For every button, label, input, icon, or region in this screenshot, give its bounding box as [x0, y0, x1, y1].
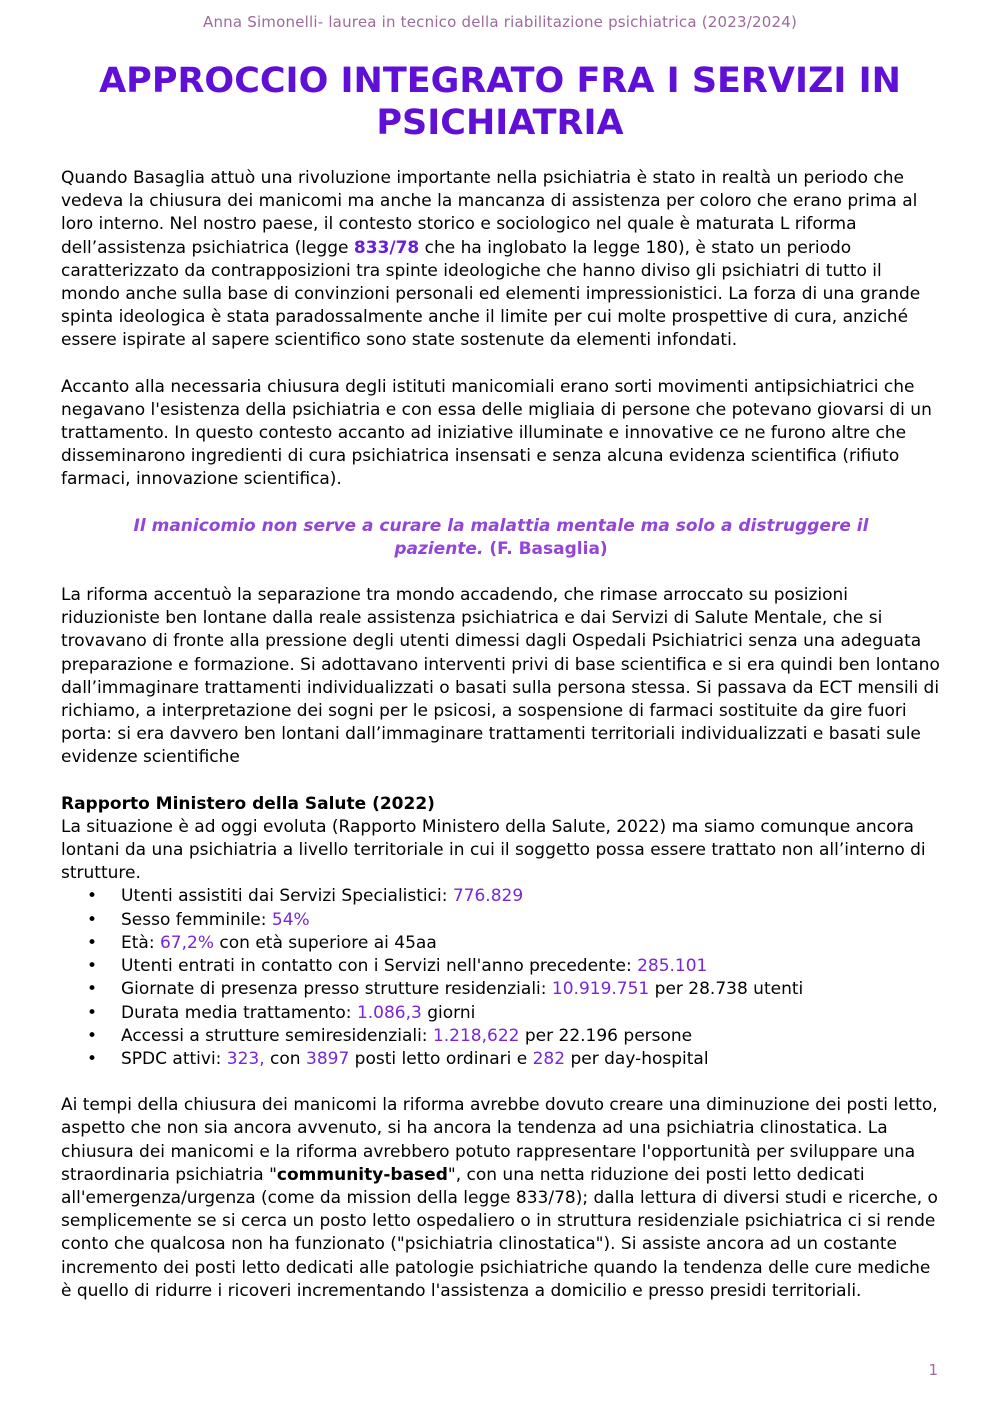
paragraph-community-text-a: Ai tempi della chiusura dei manicomi la riforma avrebbe dovuto creare una diminuzione dei posti letto, aspetto che non sia ancora avvenuto, si ha ancora la tendenza ad una psichiatria clinostatica. La chiusura dei manicomi e la riforma avrebbero potuto rappresentare l'opportunità per sviluppare una straordinaria psichiatria "	[61, 1095, 938, 1185]
document-title: APPROCCIO INTEGRATO FRA I SERVIZI IN PSICHIATRIA	[99, 61, 901, 143]
list-item	[61, 978, 941, 1001]
community-based-term: community-based	[276, 1164, 448, 1185]
bullet-icon: •	[87, 1025, 98, 1046]
stat-suffix: per day-hospital	[565, 1048, 709, 1069]
stat-value: 323,	[226, 1048, 265, 1069]
bullet-icon: •	[87, 909, 98, 930]
list-item	[61, 1025, 941, 1048]
bullet-icon: •	[87, 932, 98, 953]
quote-text: Il manicomio non serve a curare la malattia mentale ma solo a distruggere il paziente.	[133, 515, 869, 559]
stat-value: 54%	[271, 909, 310, 930]
bullet-icon: •	[87, 886, 98, 907]
stat-label: Giornate di presenza presso strutture residenziali:	[121, 979, 552, 1000]
list-item	[61, 1048, 941, 1071]
stat-suffix: per 28.738 utenti	[649, 979, 804, 1000]
stat-suffix: giorni	[421, 1002, 476, 1023]
page-header: Anna Simonelli- laurea in tecnico della riabilitazione psichiatrica (2023/2024)	[202, 13, 798, 31]
stat-label: SPDC attivi:	[121, 1048, 227, 1069]
stat-text: posti letto ordinari e	[349, 1048, 533, 1069]
stat-label: Durata media trattamento:	[121, 1002, 357, 1023]
quote-author: (F. Basaglia)	[483, 538, 608, 559]
stat-value: 1.218,622	[432, 1025, 520, 1046]
stat-label: Accessi a strutture semiresidenziali:	[121, 1025, 433, 1046]
page-number: 1	[928, 1361, 938, 1379]
paragraph-antipsychiatry: Accanto alla necessaria chiusura degli istituti manicomiali erano sorti movimenti antipsichiatrici che negavano l'esistenza della psichiatria e con essa delle migliaia di persone che potevano giovarsi di un trattamento. In questo contesto accanto ad iniziative illuminate e innovative ce ne furono altre che disseminarono ingredienti di cura psichiatrica insensati e senza alcuna evidenza scientifica (rifiuto farmaci, innovazione scientifica).	[61, 376, 932, 490]
section-title-report: Rapporto Ministero della Salute (2022)	[61, 793, 435, 814]
stat-value: 282	[532, 1048, 566, 1069]
stat-value: 3897	[306, 1048, 350, 1069]
basaglia-quote	[61, 515, 941, 561]
list-item	[61, 909, 941, 932]
bullet-icon: •	[87, 979, 98, 1000]
report-intro: La situazione è ad oggi evoluta (Rapporto Ministero della Salute, 2022) ma siamo comunque ancora lontani da una psichiatria a livello territoriale in cui il soggetto possa essere trattato non all’interno di strutture.	[61, 816, 926, 884]
paragraph-intro-text-b: che ha inglobato la legge 180), è stato un periodo caratterizzato da contrapposizioni tra spinte ideologiche che hanno diviso gli psichiatri di tutto il mondo anche sulla base di convinzioni personali ed elementi impressionistici. La forza di una grande spinta ideologica è stata paradossalmente anche il limite per cui molte prospettive di cura, anziché essere ispirate al sapere scientifico sono state sostenute da elementi infondati.	[61, 237, 921, 351]
stats-list	[61, 885, 941, 1071]
bullet-icon: •	[87, 1048, 98, 1069]
stat-suffix: con età superiore ai 45aa	[213, 932, 437, 953]
bullet-icon: •	[87, 1002, 98, 1023]
paragraph-intro	[61, 167, 941, 353]
list-item	[61, 932, 941, 955]
stat-value: 10.919.751	[551, 979, 650, 1000]
stat-text: con	[264, 1048, 306, 1069]
list-item	[61, 885, 941, 908]
document-body	[61, 167, 941, 1303]
paragraph-community-text-b: ", con una netta riduzione dei posti letto dedicati all'emergenza/urgenza (come da mission della legge 833/78); dalla lettura di diversi studi e ricerche, o semplicemente se si cerca un posto letto ospedaliero o in struttura residenziale psichiatrica ci si rende conto che qualcosa non ha funzionato ("psichiatria clinostatica"). Si assiste ancora ad un costante incremento dei posti letto dedicati alle patologie psichiatriche quando la tendenza delle cure mediche è quello di ridurre i ricoveri incrementando l'assistenza a domicilio e presso presidi territoriali.	[61, 1164, 938, 1301]
list-item	[61, 955, 941, 978]
stat-suffix: per 22.196 persone	[519, 1025, 693, 1046]
paragraph-intro-text-a: Quando Basaglia attuò una rivoluzione importante nella psichiatria è stato in realtà un periodo che vedeva la chiusura dei manicomi ma anche la mancanza di assistenza per coloro che erano prima al loro interno. Nel nostro paese, il contesto storico e sociologico nel quale è maturata L riforma dell’assistenza psichiatrica (legge	[61, 168, 918, 258]
stat-label: Età:	[121, 932, 160, 953]
stat-label: Utenti assistiti dai Servizi Specialistici:	[121, 886, 453, 907]
stat-value: 285.101	[637, 956, 708, 977]
bullet-icon: •	[87, 956, 98, 977]
law-reference: 833/78	[353, 237, 420, 258]
list-item	[61, 1002, 941, 1025]
stat-label: Sesso femminile:	[121, 909, 272, 930]
stat-value: 1.086,3	[356, 1002, 422, 1023]
paragraph-community	[61, 1094, 941, 1303]
stat-value: 67,2%	[159, 932, 214, 953]
stat-label: Utenti entrati in contatto con i Servizi nell'anno precedente:	[121, 956, 638, 977]
stat-value: 776.829	[452, 886, 524, 907]
paragraph-reform: La riforma accentuò la separazione tra mondo accadendo, che rimase arroccato su posizioni riduzioniste ben lontane dalla reale assistenza psichiatrica e dai Servizi di Salute Mentale, che si trovavano di fronte alla pressione degli utenti dimessi dagli Ospedali Psichiatrici senza una adeguata preparazione e formazione. Si adottavano interventi privi di base scientifica e si era quindi ben lontano dall’immaginare trattamenti individualizzati o basati sulla persona stessa. Si passava da ECT mensili di richiamo, a interpretazione dei sogni per le psicosi, a sospensione di farmaci sostituite da gire fuori porta: si era davvero ben lontani dall’immaginare trattamenti territoriali individualizzati e basati sule evidenze scientifiche	[61, 585, 940, 768]
